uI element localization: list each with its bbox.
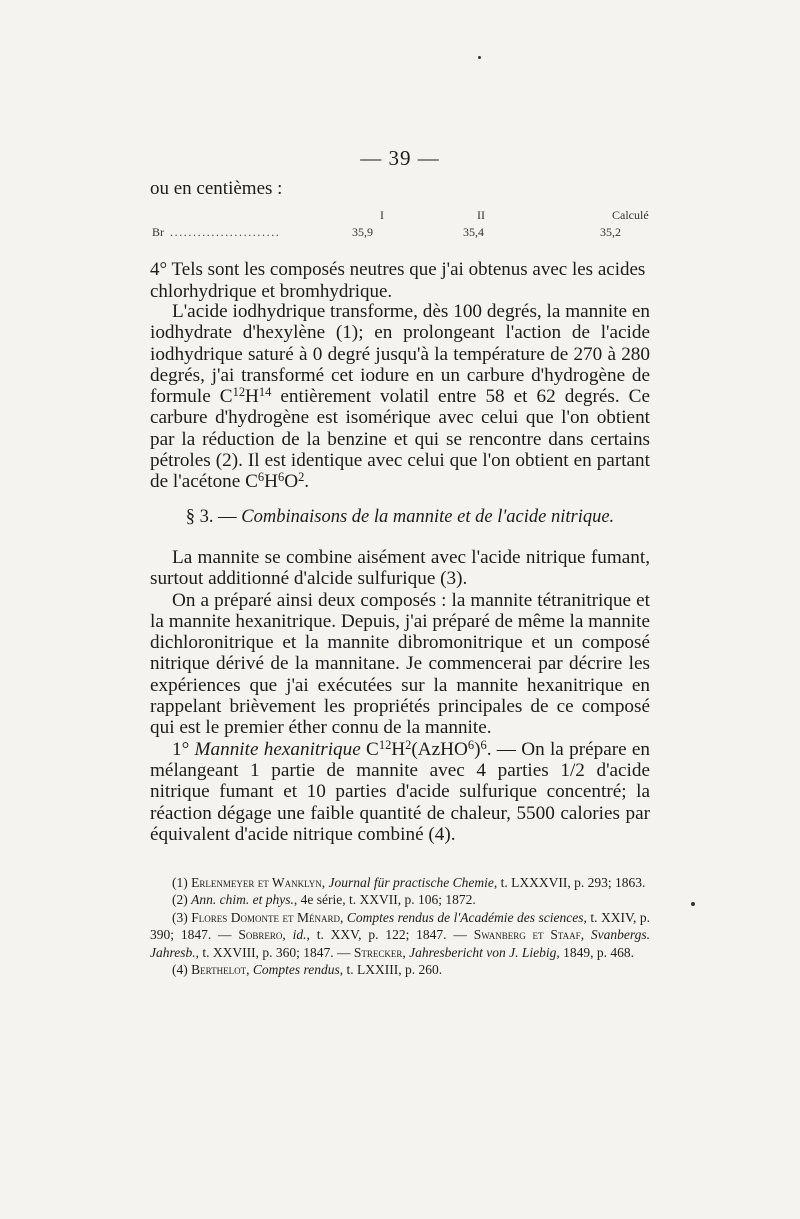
speck-mark (478, 56, 481, 59)
footnote-journal: Comptes rendus (252, 962, 340, 978)
table-value-2: 35,4 (463, 225, 484, 239)
formula-superscript: 6 (257, 470, 265, 485)
section-heading (150, 507, 650, 528)
footnote-author: Swanberg et Staaf (473, 927, 581, 943)
footnote-author: Strecker (353, 944, 403, 960)
item-number: 1° (172, 738, 195, 760)
table-header-3: Calculé (612, 208, 649, 222)
formula-superscript: 2 (298, 470, 305, 485)
footnote-text: , 1849, p. 468. (556, 944, 634, 960)
formula-superscript: 14 (258, 385, 272, 400)
footnote-number: (2) (172, 892, 192, 908)
paragraph-3: La mannite se combine aisément avec l'acide nitrique fumant, surtout additionné d'alcide sulfurique (3). (150, 547, 650, 590)
paragraph-2 (150, 301, 650, 493)
table-leader-dots: ........................ (170, 225, 281, 239)
table-header-1: I (380, 208, 384, 222)
footnotes (150, 874, 650, 978)
footnote-text: , (340, 909, 347, 925)
footnote-text: , (246, 962, 253, 978)
footnote-text: , (321, 875, 329, 890)
formula-text: O (284, 471, 299, 493)
section-number: § 3. — (185, 507, 242, 527)
paragraph-5 (150, 739, 650, 845)
formula-superscript: 6 (480, 737, 487, 752)
formula-superscript: 12 (232, 385, 246, 400)
footnote-number: (3) (172, 909, 192, 925)
formula-text: H (264, 471, 278, 493)
footnote-author: Sobrero (238, 927, 283, 943)
paragraph-1-line-1: 4° Tels sont les composés neutres que j'ai obtenus avec les acides (150, 259, 646, 280)
footnote-1 (150, 874, 650, 891)
formula-superscript: 6 (277, 470, 285, 485)
footnote-author: Flores Domonte et Ménard (191, 909, 341, 925)
table-value-1: 35,9 (352, 225, 373, 239)
footnote-journal: Journal für practische Chemie (328, 875, 494, 890)
formula-text: H (391, 738, 406, 760)
footnote-text: , t. LXXIII, p. 260. (339, 962, 443, 978)
footnote-4 (150, 961, 650, 978)
footnote-text: , 4e série, t. XXVII, p. 106; 1872. (293, 892, 476, 908)
formula-text: (AzHO (411, 738, 468, 760)
footnote-author: Erlenmeyer et Wanklyn (191, 875, 322, 890)
paragraph-block (150, 547, 650, 845)
speck-mark (691, 902, 695, 906)
paragraph-4: On a préparé ainsi deux composés : la mannite tétranitrique et la mannite hexanitrique. Depuis, j'ai préparé de même la mannite dichloronitrique et la mannite dibromonitrique et un composé nitrique dérivé de la mannitane. Je commencerai par décrire les expériences que j'ai exécutées sur la mannite hexanitrique en rappelant brièvement les propriétés principales de ce composé qui est le premier éther connu de la mannite. (150, 589, 650, 739)
paragraph-2-text-b: entièrement volatil entre 58 et 62 degrés. Ce carbure d'hydrogène est isomérique avec celui que l'on obtient par la réduction de la benzine et qui se rencontre dans certains pétroles (2). Il est identique avec celui que l'on obtient en partant de l'acétone C (150, 386, 650, 493)
footnote-journal: Svanbergs. Jahresb. (150, 927, 651, 960)
formula-text: . (304, 471, 310, 493)
intro-line: ou en centièmes : (150, 178, 283, 199)
formula-text: ) (474, 738, 481, 760)
footnote-number: (1) (172, 875, 192, 890)
footnote-journal: id. (292, 927, 307, 943)
footnote-author: Berthelot (191, 962, 247, 978)
section-title: Combinaisons de la mannite et de l'acide nitrique. (241, 507, 615, 527)
formula-superscript: 6 (467, 737, 475, 752)
footnote-3 (150, 909, 650, 961)
footnote-text: , (282, 927, 293, 943)
formula-superscript: 12 (378, 737, 392, 752)
footnote-text: , t. XXIV, p. 390; 1847. — (150, 909, 650, 943)
footnote-journal: Comptes rendus de l'Académie des sciences (346, 909, 584, 925)
footnote-number: (4) (172, 962, 192, 978)
footnote-text: , t. XXV, p. 122; 1847. — (306, 927, 474, 943)
page-number: — 39 — (360, 146, 440, 170)
table-value-3: 35,2 (600, 225, 621, 239)
footnote-2 (150, 891, 650, 908)
paragraph-5-text: . — On la prépare en mélangeant 1 partie de mannite avec 4 parties 1/2 d'acide nitrique fumant et 10 parties d'acide sulfurique concentré; la réaction dégage une faible quantité de chaleur, 5500 calories par équivalent d'acide nitrique combiné (4). (150, 738, 650, 845)
footnote-text: , t. LXXXVII, p. 293; 1863. (493, 875, 646, 890)
footnote-text: , (580, 927, 591, 943)
table-header-2: II (477, 208, 485, 222)
paragraph-2-text-a: L'acide iodhydrique transforme, dès 100 degrés, la mannite en iodhydrate d'hexylène (1); en prolongeant l'action de l'acide iodhydrique saturé à 0 degré jusqu'à la température de 270 à 280 degrés, j'ai transformé cet iodure en un carbure d'hydrogène de formule C (150, 301, 650, 408)
footnote-journal: Ann. chim. et phys. (191, 892, 294, 908)
formula-superscript: 2 (405, 737, 412, 752)
compound-name: Mannite hexanitrique (194, 738, 361, 760)
footnote-journal: Jahresbericht von J. Liebig (409, 944, 557, 960)
formula-text: H (245, 386, 259, 408)
footnote-text: , t. XXVIII, p. 360; 1847. — (195, 944, 354, 960)
footnote-text: , (402, 944, 410, 960)
table-row-label: Br (152, 225, 164, 239)
paragraph-1-line-2: chlorhydrique et bromhydrique. (150, 281, 393, 302)
formula-text: C (360, 738, 379, 760)
